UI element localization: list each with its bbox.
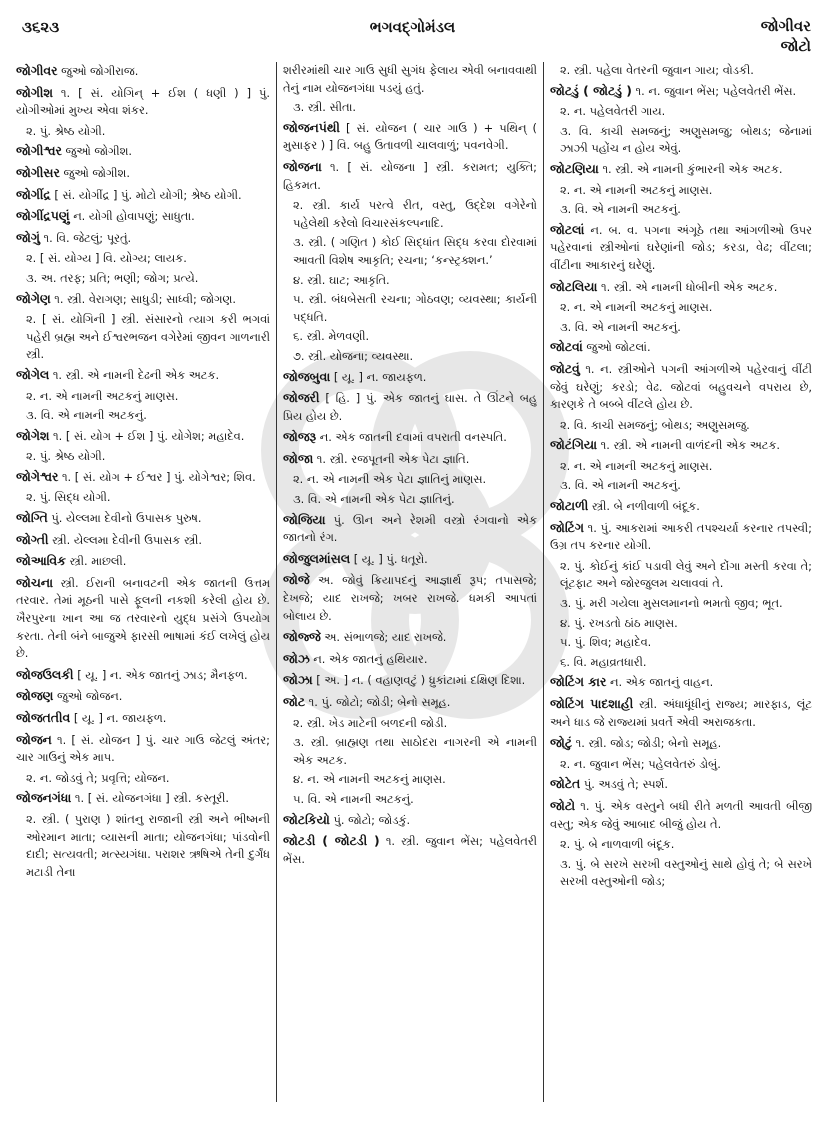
dictionary-entry	[283, 368, 537, 387]
sense: ૪. ન. એ નામની અટકનું માણસ.	[293, 772, 446, 787]
definition: ૧. સ્ત્રી. એ નામની દેઢની એક અટક.	[49, 367, 220, 382]
sense: ૨. ન. એ નામની એક પેટા જ્ઞાતિનું માણસ.	[293, 472, 487, 487]
headword: જોટલાં	[550, 221, 585, 237]
sense: ૨. ન. એ નામની અટકનું માણસ.	[26, 388, 179, 403]
headword: જોજરૂ	[283, 429, 317, 445]
headword: જોટું	[550, 735, 573, 751]
definition: ૧. [ સં. યોજના ] સ્ત્રી. કરામત; યુક્તિ; હિકમત.	[283, 159, 537, 192]
dictionary-entry	[550, 82, 812, 101]
headword: જોગ્તિ	[16, 510, 48, 526]
column-2	[276, 62, 544, 1102]
dictionary-entry	[16, 229, 270, 248]
definition: ૧. [ સં. યોગ + ઈશ્વર ] પું. યોગેશ્વર; શિવ.	[58, 469, 256, 484]
headword: જોઝ	[283, 650, 310, 666]
dictionary-entry	[16, 427, 270, 446]
dictionary-entry	[16, 574, 270, 663]
definition: ૧. સ્ત્રી. એ નામની વાળંદની એક અટક.	[597, 438, 781, 453]
headword: જોગેણ	[16, 290, 51, 306]
definition: ન. યોગી હોવાપણું; સાધુતા.	[69, 209, 195, 224]
headword: જોટણિયા	[550, 160, 599, 176]
definition: ૧. વિ. જેટલું; પૂરતું.	[39, 230, 132, 245]
definition: ન. એક જાતનું વાહન.	[606, 675, 714, 690]
dictionary-entry	[283, 550, 537, 569]
definition: ૧. સ્ત્રી. જોડ; જોડી; બેનો સમૂહ.	[572, 736, 722, 751]
headword: જોચના	[16, 574, 53, 590]
sense: ૨. ન. જુવાન ભેંસ; પહેલવેતરું ડોબું.	[560, 756, 721, 771]
definition: અ. જોવું ક્રિયાપદનું આજ્ઞાર્થ રૂપ; તપાસજે; દેખજે; યાદ રાખજે; ખબર રાખજે. ધમકી આપતાં બોલાય છે.	[283, 573, 537, 623]
dictionary-entry	[283, 450, 537, 469]
sense: ૨. [ સં. યોગ્ય ] વિ. યોગ્ય; લાયક.	[26, 251, 187, 266]
headword: જોજરી	[283, 390, 320, 406]
dictionary-columns	[14, 62, 818, 1102]
sense: ૫. પું. શિવ; મહાદેવ.	[560, 635, 652, 650]
continued-sense: ૩. સ્ત્રી. સીતા.	[293, 100, 356, 115]
definition: ૧. ન. જુવાન ભેંસ; પહેલવેતરી ભેંસ.	[631, 83, 797, 98]
column-3	[544, 62, 818, 1102]
definition: સ્ત્રી. યેલ્લમા દેવીની ઉપાસક સ્ત્રી.	[48, 532, 203, 547]
headword: જોટિંગ	[550, 519, 584, 535]
dictionary-entry	[283, 511, 537, 547]
sense: ૨. પું. શ્રેષ્ઠ યોગી.	[26, 449, 106, 464]
headword: જોગેલ	[16, 366, 50, 382]
definition: પું. યેલ્લમા દેવીનો ઉપાસક પુરુષ.	[47, 511, 202, 526]
page-number: ૩૬૨૩	[22, 18, 60, 36]
headword: જોટકિયો	[283, 811, 330, 827]
sense: ૨. [ સં. યોગિની ] સ્ત્રી. સંસારનો ત્યાગ કરી ભગવાં પહેરી બ્રહ્મ અને ઈશ્વરભજન વગેરેમાં જીવન ગાળનારી સ્ત્રી.	[26, 312, 270, 362]
sense: ૨. ન. એ નામની અટકનું માણસ.	[560, 300, 713, 315]
dictionary-entry	[16, 666, 270, 685]
definition: [ અ. ] ન. ( વહાણવટું ) ધ્રુકાંટામાં દક્ષિણ દિશા.	[312, 673, 526, 688]
headword: જોટિંગ કાર	[550, 674, 607, 690]
page-header	[0, 0, 825, 58]
sense: ૬. વિ. મહાવ્રતધારી.	[560, 654, 647, 669]
dictionary-entry	[16, 186, 270, 205]
dictionary-entry	[283, 158, 537, 194]
dictionary-entry	[16, 509, 270, 528]
dictionary-entry	[550, 160, 812, 179]
dictionary-entry	[550, 360, 812, 414]
sense: ૨. પું. શ્રેષ્ઠ યોગી.	[26, 123, 106, 138]
guide-word-first: જોગીવર	[760, 17, 811, 35]
sense: ૪. પું. રખડતો ઠાંઠ માણસ.	[560, 615, 678, 630]
headword: જોજનપંથી	[283, 119, 340, 135]
headword: જોટેત	[550, 776, 581, 792]
definition: ૧. પું. એક વસ્તુને બધી રીતે મળતી આવતી બીજી વસ્તુ; એક જેવું આબાદ બીજું હોય તે.	[550, 798, 812, 831]
definition: જુઓ જોગીરાજ.	[57, 64, 139, 78]
dictionary-entry	[283, 428, 537, 447]
headword: જોગીંદ્રપણું	[16, 208, 70, 224]
headword: જોટ	[283, 694, 306, 709]
definition: ૧. પું. આકરામાં આકરી તપશ્ચર્યા કરનાર તપસ્વી; ઉગ્ર તપ કરનાર યોગી.	[550, 520, 812, 553]
definition: ૧. [ સં. યોગ + ઈશ ] પું. યોગેશ; મહાદેવ.	[49, 428, 245, 443]
guide-words	[761, 16, 811, 56]
definition: જુઓ જોજન.	[53, 689, 123, 704]
sense: ૪. સ્ત્રી. ઘાટ; આકૃતિ.	[293, 272, 390, 287]
sense: ૫. સ્ત્રી. બંધબેસતી રચના; ગોઠવણ; વ્યવસ્થા; કાર્યની પદ્ધતિ.	[293, 292, 537, 324]
sense: ૨. ન. જોડવું તે; પ્રવૃત્તિ; યોજન.	[26, 770, 170, 785]
definition: ૧. સ્ત્રી. વેરાગણ; સાધુડી; સાધ્વી; જોગણ.	[50, 291, 236, 306]
continued-text: શરીરમાંથી ચાર ગાઉ સુધી સુગંધ ફેલાય એવી બનાવવાથી તેનું નામ યોજનગંધા પડયું હતું.	[283, 63, 537, 95]
dictionary-entry	[550, 278, 812, 297]
dictionary-entry	[283, 671, 537, 690]
sense: ૨. પું. કોઈનું કાંઈ પડાવી લેવું અને દોંગા મસ્તી કરવા તે; લૂંટફાટ અને જોરજુલમ ચલાવવાં તે.	[560, 558, 812, 591]
definition: ૧. સ્ત્રી. એ નામની કુંભારની એક અટક.	[598, 161, 783, 176]
dictionary-entry	[283, 650, 537, 669]
definition: અ. સંભાળજે; યાદ રાખજે.	[320, 630, 447, 645]
headword: જોટડું ( જોટડું )	[550, 82, 632, 98]
sense: ૩. વિ. એ નામની અટકનું.	[560, 202, 681, 217]
headword: જોગ્તી	[16, 531, 49, 547]
dictionary-entry	[550, 673, 812, 692]
continued-sense: ૨. સ્ત્રી. પહેલા વેતરની જુવાન ગાય; વોડકી.	[560, 63, 754, 77]
sense: ૨. પું. સિદ્ધ યોગી.	[26, 490, 111, 505]
definition: ૧. સ્ત્રી. જુવાન ભેંસ; પહેલવેતરી ભેંસ.	[283, 834, 537, 866]
definition: પું. જોટો; જોડકું.	[329, 812, 411, 827]
definition: ૧. સ્ત્રી. રજપૂતની એક પેટા જ્ઞાતિ.	[313, 451, 470, 466]
dictionary-entry	[16, 84, 270, 120]
headword: જોગીસર	[16, 164, 60, 180]
headword: જોગેશ્વર	[16, 468, 59, 484]
dictionary-entry	[550, 338, 812, 357]
dictionary-entry	[283, 628, 537, 647]
headword: જોટાળી	[550, 498, 589, 514]
sense: ૩. વિ. એ નામની અટકનું.	[560, 319, 681, 334]
dictionary-entry	[16, 687, 270, 706]
headword: જોટવાં	[550, 339, 583, 355]
headword: જોગેશ	[16, 427, 50, 443]
sense: ૩. સ્ત્રી. ( ગણિત ) કોઈ સિદ્ધાંત સિદ્ધ કરવા દોરવામાં આવતી વિશેષ આકૃતિ; રચના; ‘કન્સ્ટ્રક્શન.’	[293, 235, 537, 267]
dictionary-entry	[550, 221, 812, 275]
dictionary-entry	[16, 552, 270, 571]
headword: જોજબુવા	[283, 368, 331, 384]
definition: સ્ત્રી. ઈરાની બનાવટની એક જાતની ઉત્તમ તરવાર. તેમાં મૂઠની પાસે ફૂલની નકશી કરેલી હોય છે. ખૈરપુરના ખાન આ જ તરવારનો યુદ્ધ પ્રસંગે ઉપયોગ કરતા. તેની બંને બાજુએ ફારસી ભાષામાં કંઈ લખેલું હોય છે.	[16, 575, 270, 661]
definition: ૧. [ સં. યોગિન્ + ઈશ ( ધણી ) ] પું. યોગીઓમાં મુખ્ય એવા શંકર.	[16, 85, 270, 118]
dictionary-entry	[283, 571, 537, 625]
dictionary-entry	[283, 389, 537, 425]
sense: ૬. સ્ત્રી. મેળવણી.	[293, 329, 370, 344]
dictionary-entry	[16, 142, 270, 161]
sense: ૨. સ્ત્રી. ( પુરાણ ) શાંતનુ રાજાની સ્ત્રી અને ભીષ્મની ઓરમાન માતા; વ્યાસની માતા; યોજનગંધા; પાંડવોની દાદી; સત્યવતી; મત્સ્યગંધા. પરાશર ઋષિએ તેની દુર્ગંધ મટાડી તેના	[26, 811, 270, 879]
headword: જોટંગિયા	[550, 437, 598, 453]
definition: સ્ત્રી. માછલી.	[65, 554, 127, 569]
definition: જુઓ જોટલાં.	[582, 340, 651, 355]
headword: જોજતતીવ	[16, 710, 71, 725]
guide-word-last: જોટો	[780, 37, 811, 55]
headword: જોટડી ( જોટડી )	[283, 833, 380, 849]
headword: જોજઉલકી	[16, 666, 74, 682]
definition: ન. એક જાતનું હથિયાર.	[309, 651, 428, 666]
headword: જોજે	[283, 572, 310, 588]
headword: જોજનગંધા	[16, 790, 72, 806]
definition: ન. બ. વ. પગના અંગૂઠે તથા આંગળીઓ ઉપર પહેરવાનાં સ્ત્રીઓનાં ઘરેણાંની જોડ; કરડા, વેઢ; વીંટલા; વીંટીના આકારનું ઘરેણું.	[550, 222, 812, 272]
headword: જોજુલમાંસલ	[283, 550, 351, 566]
dictionary-entry	[16, 731, 270, 767]
definition: પું. અડવું તે; સ્પર્શ.	[580, 777, 668, 792]
dictionary-entry	[16, 62, 270, 81]
definition: [ સં. યોજન ( ચાર ગાઉ ) + પથિન્ ( મુસાફર ) ] વિ. બહુ ઉતાવળી ચાલવાળું; પવનવેગી.	[283, 120, 537, 153]
definition: [ સં. યોગીંદ્ર ] પું. મોટો યોગી; શ્રેષ્ઠ યોગી.	[50, 187, 242, 202]
dictionary-entry	[16, 468, 270, 487]
definition: જુઓ જોગીશ.	[59, 165, 130, 180]
sense: ૭. સ્ત્રી. યોજના; વ્યવસ્થા.	[293, 348, 414, 363]
headword: જોટિંગ પાદશાહી	[550, 696, 634, 711]
running-title: ભગવદ્ગોમંડલ	[369, 18, 456, 36]
dictionary-entry	[283, 119, 537, 155]
headword: જોગું	[16, 229, 40, 245]
sense: ૩. વિ. એ નામની એક પેટા જ્ઞાતિનું.	[293, 492, 455, 507]
definition: ન. એક જાતની દવામાં વપરાતી વનસ્પતિ.	[316, 430, 507, 445]
sense: ૨. ન. પહેલવેતરી ગાય.	[560, 104, 666, 119]
definition: ૧. પું. જોટો; જોડી; બેનો સમૂહ.	[305, 695, 451, 709]
dictionary-entry	[283, 811, 537, 830]
headword: જોજ્જે	[283, 629, 321, 645]
definition: [ હિ. ] પું. એક જાતનું ઘાસ. તે ઊંટને બહુ પ્રિય હોય છે.	[283, 391, 537, 423]
sense: ૩. સ્ત્રી. બ્રાહ્મણ તથા સાઠોદરા નાગરની એ નામની એક અટક.	[293, 735, 537, 767]
dictionary-entry	[550, 797, 812, 833]
definition: ૧. સ્ત્રી. એ નામની ધોબીની એક અટક.	[597, 279, 778, 294]
dictionary-entry	[16, 789, 270, 808]
definition: [ યૂ. ] ન. જાયફળ.	[70, 711, 167, 725]
column-1	[14, 62, 276, 1102]
dictionary-entry	[16, 164, 270, 183]
dictionary-entry	[550, 436, 812, 455]
dictionary-entry	[16, 207, 270, 226]
dictionary-entry	[16, 709, 270, 728]
sense: ૨. ન. એ નામની અટકનું માણસ.	[560, 182, 713, 197]
dictionary-entry	[283, 693, 537, 712]
sense: ૨. વિ. કાચી સમજનું; બોથડ; અણુસમજુ.	[560, 417, 750, 432]
sense: ૩. વિ. એ નામની અટકનું.	[560, 478, 681, 493]
definition: પું. ઊન અને રેશમી વસ્ત્રો રંગવાનો એક જાતનો રંગ.	[283, 512, 537, 545]
headword: જોજા	[283, 450, 314, 466]
headword: જોટલિયા	[550, 278, 598, 294]
sense: ૨. ન. એ નામની અટકનું માણસ.	[560, 458, 713, 473]
headword: જોઝા	[283, 672, 313, 688]
sense: ૩. વિ. કાચી સમજનું; અણુસમજુ; બોથડ; જેનામાં ઝાઝી પહોંચ ન હોય એવું.	[560, 123, 812, 156]
dictionary-entry	[550, 497, 812, 516]
headword: જોગીશ્વર	[16, 143, 62, 159]
definition: ૧. ન. સ્ત્રીઓને પગની આંગળીએ પહેરવાનું વીંટી જેવું ઘરેણું; કરડો; વેઢ. જોટવાં બહુવચને વપરાય છે, કારણકે તે બબ્બે વીંટલે હોય છે.	[550, 361, 812, 412]
headword: જોટવું	[550, 360, 580, 376]
headword: જોજિયા	[283, 511, 326, 527]
definition: ૧. [ સં. યોજનગંધા ] સ્ત્રી. કસ્તૂરી.	[71, 791, 230, 806]
sense: ૩. અ. તરફ; પ્રતિ; ભણી; જોગ; પ્રત્યે.	[26, 270, 199, 285]
headword: જોજણ	[16, 688, 54, 704]
headword: જોગીશ	[16, 84, 53, 100]
definition: સ્ત્રી. બે નળીવાળી બંદૂક.	[588, 499, 700, 514]
sense: ૨. સ્ત્રી. કાર્ય પરત્વે રીત, વસ્તુ, ઉદ્દેશ વગેરેનો પહેલેથી કરેલો વિચારસંકલ્પનાદિ.	[293, 198, 537, 230]
definition: સ્ત્રી. અંધાધૂંધીનું રાજ્ય; મારફાડ, લૂંટ અને ધાડ જે રાજ્યમાં પ્રવર્તે એવી અરાજકતા.	[550, 697, 812, 729]
definition: [ યૂ. ] ન. એક જાતનું ઝાડ; મૈનફળ.	[73, 667, 248, 682]
definition: ૧. [ સં. યોજન ] પું. ચાર ગાઉ જેટલું અંતર; ચાર ગાઉનું એક માપ.	[16, 732, 270, 765]
dictionary-entry	[550, 519, 812, 555]
sense: ૫. વિ. એ નામની અટકનું.	[293, 791, 414, 806]
dictionary-entry	[283, 832, 537, 868]
sense: ૨. સ્ત્રી. ખેડ માટેની બળદની જોડી.	[293, 715, 448, 730]
headword: જોગીંદ્ર	[16, 186, 51, 202]
dictionary-entry	[550, 775, 812, 794]
headword: જોજના	[283, 158, 322, 174]
sense: ૨. પું. બે નાળવાળી બંદૂક.	[560, 837, 675, 852]
sense: ૩. વિ. એ નામની અટકનું.	[26, 408, 147, 423]
definition: [ યૂ. ] પું. ધતૂરો.	[350, 551, 428, 566]
headword: જોગીવર	[16, 63, 58, 78]
dictionary-entry	[16, 290, 270, 309]
dictionary-entry	[550, 734, 812, 753]
sense: ૩. પું. બે સરખે સરખી વસ્તુઓનું સાથે હોવું તે; બે સરખે સરખી વસ્તુઓની જોડ;	[560, 856, 812, 889]
definition: [ યૂ. ] ન. જાયફળ.	[330, 369, 427, 384]
dictionary-entry	[550, 695, 812, 731]
dictionary-entry	[16, 531, 270, 550]
headword: જોજન	[16, 731, 52, 747]
dictionary-entry	[16, 366, 270, 385]
headword: જોઆવિક	[16, 553, 66, 569]
definition: જુઓ જોગીશ.	[61, 144, 133, 159]
sense: ૩. પું. મરી ગયેલા મુસલમાનનો ભમતો જીવ; ભૂત.	[560, 596, 783, 611]
headword: જોટો	[550, 797, 576, 813]
